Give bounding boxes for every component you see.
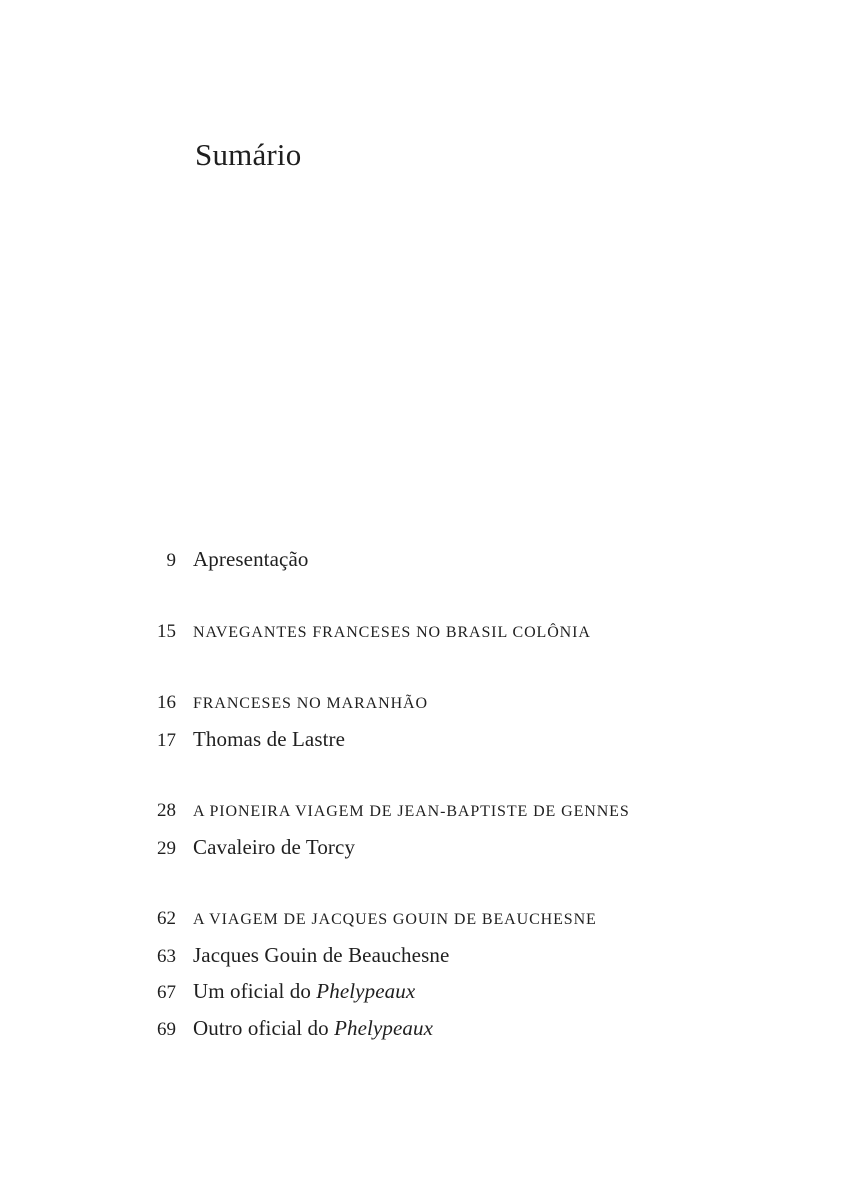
toc-page-number: 15: [157, 620, 176, 642]
toc-entry: [0, 1011, 857, 1048]
toc-page-number: 63: [157, 945, 176, 967]
toc-entry: [0, 974, 857, 1011]
toc-page-number: 29: [157, 837, 176, 859]
toc-entry-label: [193, 722, 345, 757]
toc-entry: [0, 902, 857, 938]
toc-group: [0, 542, 857, 579]
toc-entry: [0, 830, 857, 867]
toc-entry-text: Outro oficial do: [193, 1015, 335, 1040]
toc-page-number: 69: [157, 1018, 176, 1040]
toc-page-number: 62: [157, 908, 176, 929]
toc-entry: [0, 938, 857, 975]
toc-entry-label: [193, 938, 449, 973]
toc-entry-text: Cavaleiro de Torcy: [193, 834, 356, 859]
toc-entry: [0, 615, 857, 651]
toc-entry-label: [193, 1011, 433, 1046]
toc-entry: [0, 686, 857, 722]
toc-entry-text: Um oficial do: [193, 979, 317, 1003]
toc-entry-label: [193, 903, 597, 938]
toc-group: [0, 902, 857, 1047]
toc-entry-text: A PIONEIRA VIAGEM DE JEAN-BAPTISTE DE GENNES: [193, 803, 630, 820]
toc-entry: [0, 542, 857, 579]
toc-group: [0, 615, 857, 651]
toc-page-number: 67: [157, 982, 176, 1003]
toc-page-number: 16: [157, 692, 176, 713]
toc-group: [0, 794, 857, 866]
toc-entry-label: [193, 974, 415, 1009]
toc-entry-text: A VIAGEM DE JACQUES GOUIN DE BEAUCHESNE: [193, 911, 597, 928]
toc-entry-text-italic: Phelypeaux: [316, 979, 416, 1003]
toc-entry-label: [193, 795, 630, 830]
toc-page-number: 9: [166, 550, 176, 571]
toc-entry-label: [193, 687, 428, 722]
table-of-contents: [0, 542, 857, 1083]
toc-entry-text: NAVEGANTES FRANCESES NO BRASIL COLÔNIA: [193, 623, 591, 641]
toc-entry-text-italic: Phelypeaux: [334, 1015, 434, 1040]
toc-entry-label: [193, 830, 355, 865]
toc-entry-label: [193, 542, 308, 577]
toc-entry-text: FRANCESES NO MARANHÃO: [193, 695, 428, 712]
toc-group: [0, 686, 857, 758]
toc-entry: [0, 794, 857, 830]
toc-page-number: 28: [157, 800, 176, 821]
toc-entry-text: Thomas de Lastre: [193, 726, 346, 751]
page-title: Sumário: [195, 137, 302, 172]
toc-entry: [0, 722, 857, 759]
toc-page-number: 17: [157, 729, 176, 751]
toc-entry-text: Apresentação: [193, 547, 309, 571]
toc-entry-text: Jacques Gouin de Beauchesne: [193, 942, 450, 967]
toc-entry-label: [193, 616, 591, 651]
